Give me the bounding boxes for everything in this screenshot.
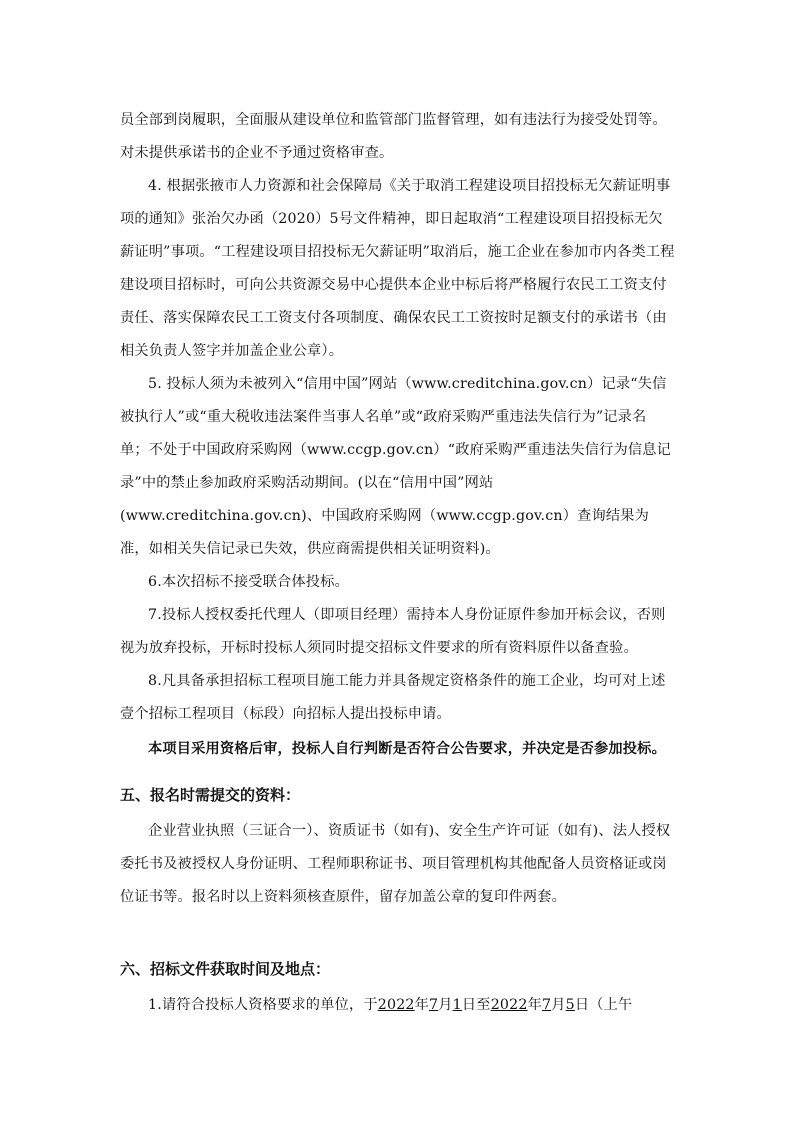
end-month: 7 bbox=[541, 997, 552, 1013]
paragraph-item-6: 6.本次招标不接受联合体投标。 bbox=[148, 574, 349, 590]
qualification-notice: 本项目采用资格后审，投标人自行判断是否符合公告要求，并决定是否参加投标。 bbox=[148, 741, 666, 757]
paragraph-acquisition-time bbox=[120, 989, 675, 1022]
paragraph-item-8: 8.凡具备承担招标工程项目施工能力并具备规定资格条件的施工企业，均可对上述壹个招标工程项目（标段）向招标人提出投标申请。 bbox=[120, 673, 666, 722]
paragraph-item-5-continued: (www.creditchina.gov.cn)、中国政府采购网（www.ccgp.gov.cn）查询结果为准，如相关失信记录已失效，供应商需提供相关证明资料)。 bbox=[120, 508, 650, 557]
paragraph-item-5: 5. 投标人须为未被列入“信用中国”网站（www.creditchina.gov.cn）记录“失信被执行人”或“重大税收违法案件当事人名单”或“政府采购严重违法失信行为”记录名单；不处于中国政府采购网（www.ccgp.gov.cn）“政府采购严重违法失信行为信息记录”中的禁止参加政府采购活动期间。(以在“信用中国”网站 bbox=[120, 376, 672, 491]
start-day: 1 bbox=[452, 997, 462, 1013]
day-to: 日至 bbox=[461, 997, 491, 1013]
acquisition-prefix: 1.请符合投标人资格要求的单位，于 bbox=[148, 997, 378, 1013]
start-month: 7 bbox=[429, 997, 439, 1013]
section-heading-6: 六、招标文件获取时间及地点： bbox=[120, 960, 331, 978]
start-year: 2022 bbox=[377, 997, 415, 1013]
paragraph-materials: 企业营业执照（三证合一）、资质证书（如有)、安全生产许可证（如有)、法人授权委托书及被授权人身份证明、工程师职称证书、项目管理机构其他配备人员资格证或岗位证书等。报名时以上资料须核查原件，留存加盖公章的复印件两套。 bbox=[120, 823, 671, 905]
paragraph-commitment-end: 员全部到岗履职，全面服从建设单位和监管部门监督管理，如有违法行为接受处罚等。对未提供承诺书的企业不予通过资格审查。 bbox=[120, 112, 667, 161]
section-heading-5: 五、报名时需提交的资料： bbox=[120, 786, 301, 804]
month-char-2: 月 bbox=[551, 997, 566, 1013]
month-char-1: 月 bbox=[438, 997, 453, 1013]
paragraph-item-4: 4. 根据张掖市人力资源和社会保障局《关于取消工程建设项目招投标无欠薪证明事项的通知》张治欠办函（2020）5号文件精神，即日起取消“工程建设项目招投标无欠薪证明”事项。“工程建设项目招投标无欠薪证明”取消后，施工企业在参加市内各类工程建设项目招标时，可向公共资源交易中心提供本企业中标后将严格履行农民工工资支付责任、落实保障农民工工资支付各项制度、确保农民工工资按时足额支付的承诺书（由相关负责人签字并加盖企业公章）。 bbox=[120, 178, 675, 359]
day-tail: 日（上午 bbox=[574, 997, 633, 1013]
end-year: 2022 bbox=[490, 997, 528, 1013]
paragraph-item-7: 7.投标人授权委托代理人（即项目经理）需持本人身份证原件参加开标会议，否则视为放弃投标，开标时投标人须同时提交招标文件要求的所有资料原件以备查验。 bbox=[120, 607, 666, 656]
year-char-1: 年 bbox=[414, 997, 430, 1013]
end-day: 5 bbox=[565, 997, 575, 1013]
year-char-2: 年 bbox=[527, 997, 542, 1013]
